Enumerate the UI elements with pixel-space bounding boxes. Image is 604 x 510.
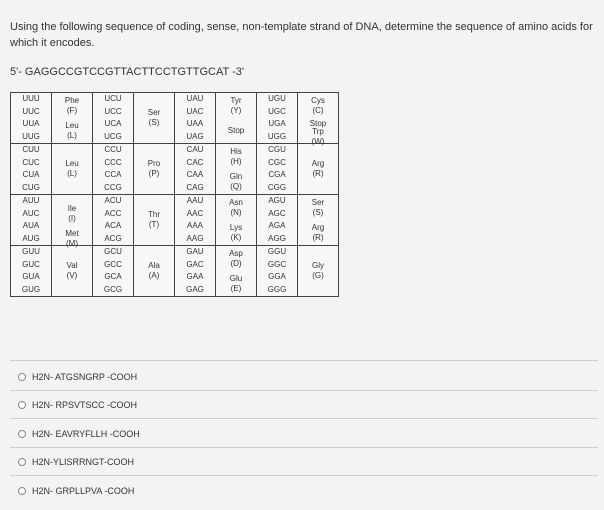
codon-list: [11, 246, 52, 297]
codon: UUC: [22, 106, 40, 116]
codon: AUC: [22, 208, 40, 218]
radio-button-icon[interactable]: [18, 487, 26, 495]
amino-acid-name: Gly: [312, 261, 324, 270]
amino-acid: [52, 118, 92, 143]
amino-acid-code: (K): [230, 232, 242, 242]
codon: GUA: [22, 272, 40, 281]
amino-acid-code: (A): [148, 271, 160, 280]
codon: GAA: [186, 272, 204, 281]
amino-acid-list: [52, 246, 93, 297]
codon: UGC: [268, 106, 286, 116]
amino-acid: [52, 228, 92, 248]
amino-acid: [216, 118, 256, 143]
answer-option-label: H2N- EAVRYFLLH -COOH: [32, 429, 140, 439]
radio-button-icon[interactable]: [18, 458, 26, 466]
amino-acid: [134, 195, 174, 245]
amino-acid-code: (T): [148, 220, 160, 229]
codon: UUU: [22, 94, 40, 103]
codon: UUG: [22, 131, 40, 141]
amino-acid-list: [134, 195, 175, 246]
codon: CCG: [104, 182, 122, 192]
amino-acid: [216, 246, 256, 271]
codon-list: [175, 195, 216, 246]
codon: GCC: [104, 259, 122, 269]
codon: UCG: [104, 131, 122, 141]
divider: [10, 447, 598, 448]
amino-acid: [134, 144, 174, 194]
codon-list: [93, 195, 134, 246]
codon: UAU: [186, 94, 204, 103]
codon: GUU: [22, 247, 40, 256]
codon: GAU: [186, 247, 204, 256]
answer-option[interactable]: [18, 429, 140, 439]
codon: CUU: [22, 145, 40, 154]
amino-acid-name: Pro: [147, 159, 161, 168]
divider: [10, 475, 598, 476]
amino-acid-code: (G): [312, 271, 324, 280]
amino-acid-list: [216, 195, 257, 246]
codon: GGU: [267, 247, 287, 256]
codon: AAG: [186, 233, 204, 243]
codon: AGU: [268, 196, 286, 205]
divider: [10, 360, 598, 361]
amino-acid-code: (Y): [230, 105, 242, 115]
amino-acid: [216, 93, 256, 118]
amino-acid-name: Thr: [148, 210, 160, 219]
radio-button-icon[interactable]: [18, 401, 26, 409]
codon: CUG: [22, 182, 40, 192]
codon-table-row: [11, 93, 339, 144]
answer-option-label: H2N- ATGSNGRP -COOH: [32, 372, 138, 382]
amino-acid-list: [216, 93, 257, 144]
amino-acid-name: Lys: [229, 222, 243, 232]
amino-acid: [216, 271, 256, 296]
amino-acid-code: (W): [311, 136, 325, 146]
amino-acid: [52, 144, 92, 194]
codon: GUG: [21, 284, 41, 294]
answer-option[interactable]: [18, 372, 137, 382]
codon-list: [175, 144, 216, 195]
codon: CGU: [268, 145, 286, 154]
amino-acid-name: Stop: [227, 125, 245, 135]
amino-acid-code: (S): [148, 118, 160, 127]
amino-acid-list: [298, 144, 339, 195]
amino-acid: [134, 246, 174, 296]
codon: UGU: [268, 94, 286, 103]
amino-acid-list: [298, 195, 339, 246]
codon: UAA: [186, 119, 204, 128]
amino-acid-code: (H): [230, 156, 242, 166]
codon-list: [257, 93, 298, 144]
amino-acid-list: [216, 144, 257, 195]
amino-acid: [298, 93, 338, 118]
amino-acid-name: Ala: [148, 261, 160, 270]
question-text: Using the following sequence of coding, sense, non-template strand of DNA, determine the sequence of amino acids for which it encodes.: [10, 21, 593, 49]
amino-acid-list: [134, 93, 175, 144]
codon-list: [11, 144, 52, 195]
codon: CAC: [186, 157, 204, 167]
codon: UGA: [268, 119, 286, 128]
codon: UCC: [104, 106, 122, 116]
codon-list: [257, 144, 298, 195]
amino-acid-name: Leu: [65, 159, 79, 168]
amino-acid: [52, 246, 92, 296]
amino-acid-code: (Q): [230, 181, 242, 191]
amino-acid-name: Val: [66, 261, 78, 270]
amino-acid-name: Phe: [64, 95, 80, 105]
codon: AGA: [268, 221, 286, 230]
amino-acid-code: (D): [230, 258, 242, 268]
codon: CCU: [104, 145, 122, 154]
radio-button-icon[interactable]: [18, 430, 26, 438]
answer-option[interactable]: [18, 457, 134, 467]
codon: ACA: [104, 221, 122, 230]
codon-list: [93, 144, 134, 195]
codon: AUU: [22, 196, 40, 205]
amino-acid: [298, 195, 338, 220]
codon: ACC: [104, 208, 122, 218]
codon-list: [11, 195, 52, 246]
amino-acid-list: [52, 195, 93, 246]
amino-acid-code: (E): [230, 283, 242, 293]
codon: CGA: [268, 170, 286, 179]
codon: CAG: [186, 182, 204, 192]
codon-list: [11, 93, 52, 144]
amino-acid-code: (F): [66, 105, 78, 115]
amino-acid-code: (V): [66, 271, 78, 280]
codon-list: [93, 246, 134, 297]
answer-option[interactable]: [18, 400, 137, 410]
answer-option[interactable]: [18, 486, 134, 496]
amino-acid-list: [298, 246, 339, 297]
codon: AGC: [268, 208, 286, 218]
amino-acid: [216, 144, 256, 169]
codon: CAU: [186, 145, 204, 154]
amino-acid-code: (L): [67, 169, 77, 178]
codon-table: [10, 92, 339, 297]
amino-acid-list: [216, 246, 257, 297]
codon-list: [175, 246, 216, 297]
codon: CAA: [186, 170, 204, 179]
amino-acid-code: (N): [230, 207, 242, 217]
codon: CGC: [268, 157, 286, 167]
codon: AAU: [186, 196, 204, 205]
amino-acid-name: Asp: [229, 248, 243, 258]
divider: [10, 418, 598, 419]
codon: AUG: [22, 233, 40, 243]
codon: GUC: [22, 259, 40, 269]
answer-option-label: H2N-YLISRRNGT-COOH: [32, 457, 135, 467]
amino-acid: [52, 93, 92, 118]
codon: CUC: [22, 157, 40, 167]
amino-acid-code: (I): [68, 213, 76, 223]
codon: UAG: [186, 131, 204, 141]
amino-acid-code: (P): [148, 169, 160, 178]
amino-acid: [216, 220, 256, 245]
answer-option-label: H2N- GRPLLPVA -COOH: [32, 486, 135, 496]
amino-acid-name: His: [230, 146, 242, 156]
amino-acid: [134, 93, 174, 143]
codon: GCA: [104, 272, 122, 281]
amino-acid-name: Met: [65, 228, 79, 238]
codon: CGG: [267, 182, 287, 192]
amino-acid-name: Glu: [229, 273, 243, 283]
codon: GAC: [186, 259, 204, 269]
codon: GCU: [104, 247, 122, 256]
amino-acid: [298, 246, 338, 296]
amino-acid-name: Ser: [311, 197, 325, 207]
amino-acid: [298, 144, 338, 194]
amino-acid: [52, 195, 92, 233]
codon: AUA: [22, 221, 40, 230]
amino-acid-name: Ile: [67, 203, 77, 213]
radio-button-icon[interactable]: [18, 373, 26, 381]
amino-acid-name: Leu: [65, 120, 79, 130]
codon: UAC: [186, 106, 204, 116]
amino-acid: [298, 220, 338, 245]
amino-acid-name: Arg: [311, 159, 325, 168]
amino-acid-code: (L): [67, 130, 77, 140]
amino-acid-name: Arg: [311, 222, 325, 232]
amino-acid: [216, 169, 256, 194]
amino-acid-code: (S): [312, 207, 324, 217]
amino-acid-code: (C): [312, 105, 324, 115]
codon: UCA: [104, 119, 122, 128]
amino-acid-list: [298, 93, 339, 144]
codon: ACG: [104, 233, 122, 243]
codon: GGG: [267, 284, 287, 294]
amino-acid-list: [52, 93, 93, 144]
amino-acid-name: Tyr: [230, 95, 242, 105]
amino-acid-code: (R): [312, 169, 324, 178]
divider: [10, 390, 598, 391]
amino-acid-code: (M): [66, 238, 78, 248]
codon-table-row: [11, 144, 339, 195]
amino-acid-name: Ser: [147, 108, 161, 117]
amino-acid-list: [134, 144, 175, 195]
amino-acid-name: Asn: [229, 197, 243, 207]
codon: CCA: [104, 170, 122, 179]
codon: GCG: [103, 284, 123, 294]
codon: ACU: [104, 196, 122, 205]
amino-acid: [216, 195, 256, 220]
codon-list: [175, 93, 216, 144]
amino-acid-list: [134, 246, 175, 297]
dna-sequence: 5'- GAGGCCGTCCGTTACTTCCTGTTGCAT -3': [10, 66, 244, 78]
amino-acid-name: Trp: [312, 126, 324, 136]
codon: UUA: [22, 119, 40, 128]
codon-table-row: [11, 195, 339, 246]
amino-acid: [298, 126, 338, 146]
codon: UGG: [267, 131, 287, 141]
codon: GGC: [267, 259, 287, 269]
codon-table-row: [11, 246, 339, 297]
amino-acid-name: Cys: [311, 95, 325, 105]
codon: AGG: [268, 233, 286, 243]
codon: CUA: [22, 170, 40, 179]
codon: GGA: [268, 272, 286, 281]
codon: AAA: [186, 221, 203, 230]
codon-list: [257, 195, 298, 246]
amino-acid-name: Stop: [309, 119, 327, 129]
amino-acid-list: [52, 144, 93, 195]
amino-acid-code: (R): [312, 232, 324, 242]
codon-list: [93, 93, 134, 144]
answer-option-label: H2N- RPSVTSCC -COOH: [32, 400, 138, 410]
codon: GAG: [186, 284, 204, 294]
codon: CCC: [104, 157, 122, 167]
codon: UCU: [104, 94, 122, 103]
codon-list: [257, 246, 298, 297]
amino-acid-name: Gln: [229, 171, 243, 181]
codon: AAC: [186, 208, 204, 218]
